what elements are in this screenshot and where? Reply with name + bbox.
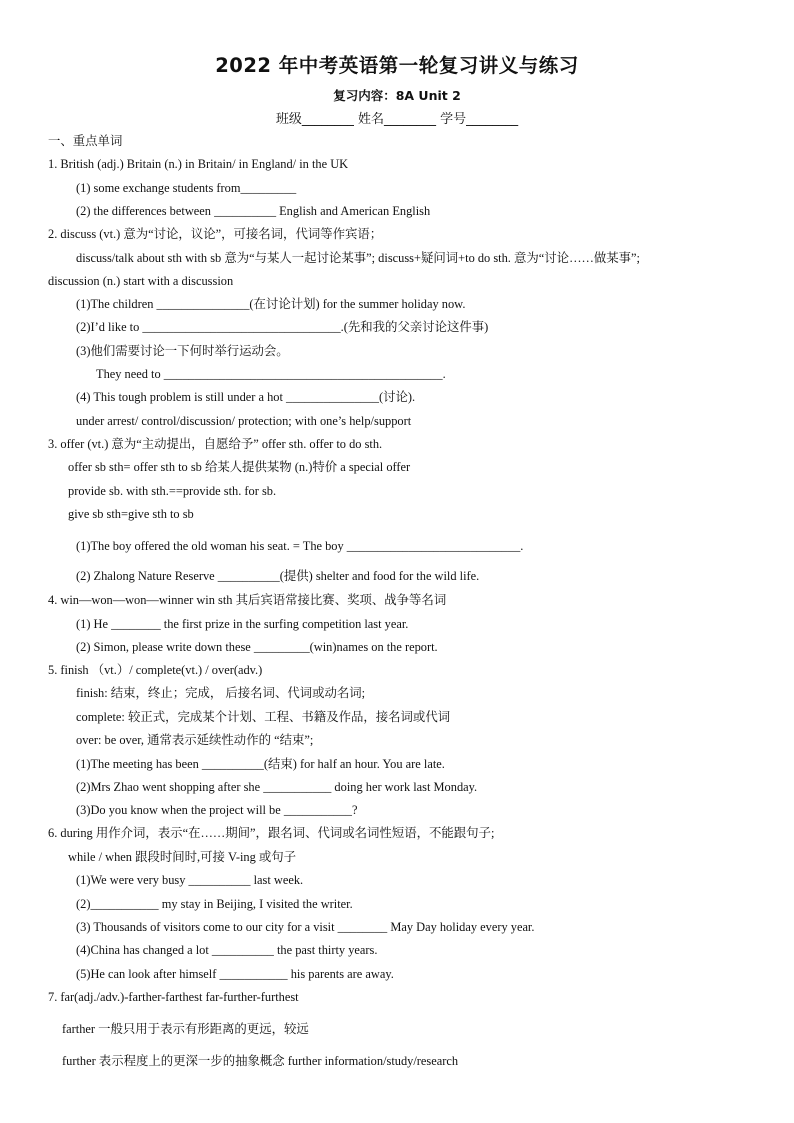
text-line: (2)___________ my stay in Beijing, I visited the writer.: [76, 897, 353, 911]
text-line: 4. win—won—won—winner win sth 其后宾语常接比赛、奖项、战争等名词: [48, 593, 447, 607]
text-line: (1)The boy offered the old woman his seat. = The boy ____________________________.: [76, 539, 524, 553]
text-line: (2)I’d like to ________________________________.(先和我的父亲讨论这件事): [76, 320, 489, 334]
text-line: over: be over, 通常表示延续性动作的 “结束”;: [76, 733, 314, 747]
text-line: finish: 结束，终止；完成， 后接名词、代词或动名词;: [76, 686, 366, 700]
text-line: 1. British (adj.) Britain (n.) in Britain/ in England/ in the UK: [48, 157, 349, 171]
text-line: (2) Zhalong Nature Reserve __________(提供) shelter and food for the wild life.: [76, 569, 480, 583]
text-line: offer sb sth= offer sth to sb 给某人提供某物 (n.)特价 a special offer: [68, 460, 411, 474]
text-line: (5)He can look after himself ___________ his parents are away.: [76, 967, 394, 981]
text-line: 7. far(adj./adv.)-farther-farthest far-further-furthest: [48, 990, 299, 1004]
text-line: (1)The meeting has been __________(结束) for half an hour. You are late.: [76, 757, 445, 771]
text-line: (2) the differences between __________ English and American English: [76, 204, 431, 218]
text-line: (1) some exchange students from_________: [76, 181, 297, 195]
text-line: discuss/talk about sth with sb 意为“与某人一起讨论某事”; discuss+疑问词+to do sth. 意为“讨论……做某事”;: [76, 251, 640, 265]
text-line: provide sb. with sth.==provide sth. for sb.: [68, 484, 277, 498]
text-line: while / when 跟段时间时,可接 V-ing 或句子: [68, 850, 297, 864]
text-line: (2) Simon, please write down these _________(win)names on the report.: [76, 640, 438, 654]
text-line: (2)Mrs Zhao went shopping after she ___________ doing her work last Monday.: [76, 780, 478, 794]
text-line: farther 一般只用于表示有形距离的更远，较远: [62, 1022, 309, 1036]
text-line: (4)China has changed a lot __________ the past thirty years.: [76, 943, 378, 957]
text-line: (3)他们需要讨论一下何时举行运动会。: [76, 344, 289, 358]
text-line: 3. offer (vt.) 意为“主动提出，自愿给予” offer sth. offer to do sth.: [48, 437, 383, 451]
text-line: (3) Thousands of visitors come to our city for a visit ________ May Day holiday every year.: [76, 920, 535, 934]
page-subtitle: 复习内容：8A Unit 2: [333, 88, 461, 103]
text-line: (4) This tough problem is still under a hot _______________(讨论).: [76, 390, 416, 404]
text-line: 一、重点单词: [48, 134, 123, 148]
text-line: 6. during 用作介词，表示“在……期间”，跟名词、代词或名词性短语，不能跟句子;: [48, 826, 495, 840]
text-line: under arrest/ control/discussion/ protection; with one’s help/support: [76, 414, 412, 428]
text-line: (1)We were very busy __________ last week.: [76, 873, 304, 887]
text-line: discussion (n.) start with a discussion: [48, 274, 234, 288]
text-line: (3)Do you know when the project will be ___________?: [76, 803, 358, 817]
text-line: (1) He ________ the first prize in the surfing competition last year.: [76, 617, 409, 631]
page-title: 2022 年中考英语第一轮复习讲义与练习: [215, 54, 579, 77]
text-line: (1)The children _______________(在讨论计划) for the summer holiday now.: [76, 297, 466, 311]
text-line: give sb sth=give sth to sb: [68, 507, 194, 521]
student-info-line: 班级________ 姓名________ 学号________: [275, 112, 519, 127]
text-line: complete: 较正式，完成某个计划、工程、书籍及作品，接名词或代词: [76, 710, 451, 724]
text-line: 2. discuss (vt.) 意为“讨论，议论”，可接名词，代词等作宾语；: [48, 227, 383, 241]
text-line: 5. finish （vt.）/ complete(vt.) / over(adv.): [48, 663, 263, 677]
text-line: They need to _____________________________________________.: [96, 367, 446, 381]
text-line: further 表示程度上的更深一步的抽象概念 further information/study/research: [62, 1054, 459, 1068]
